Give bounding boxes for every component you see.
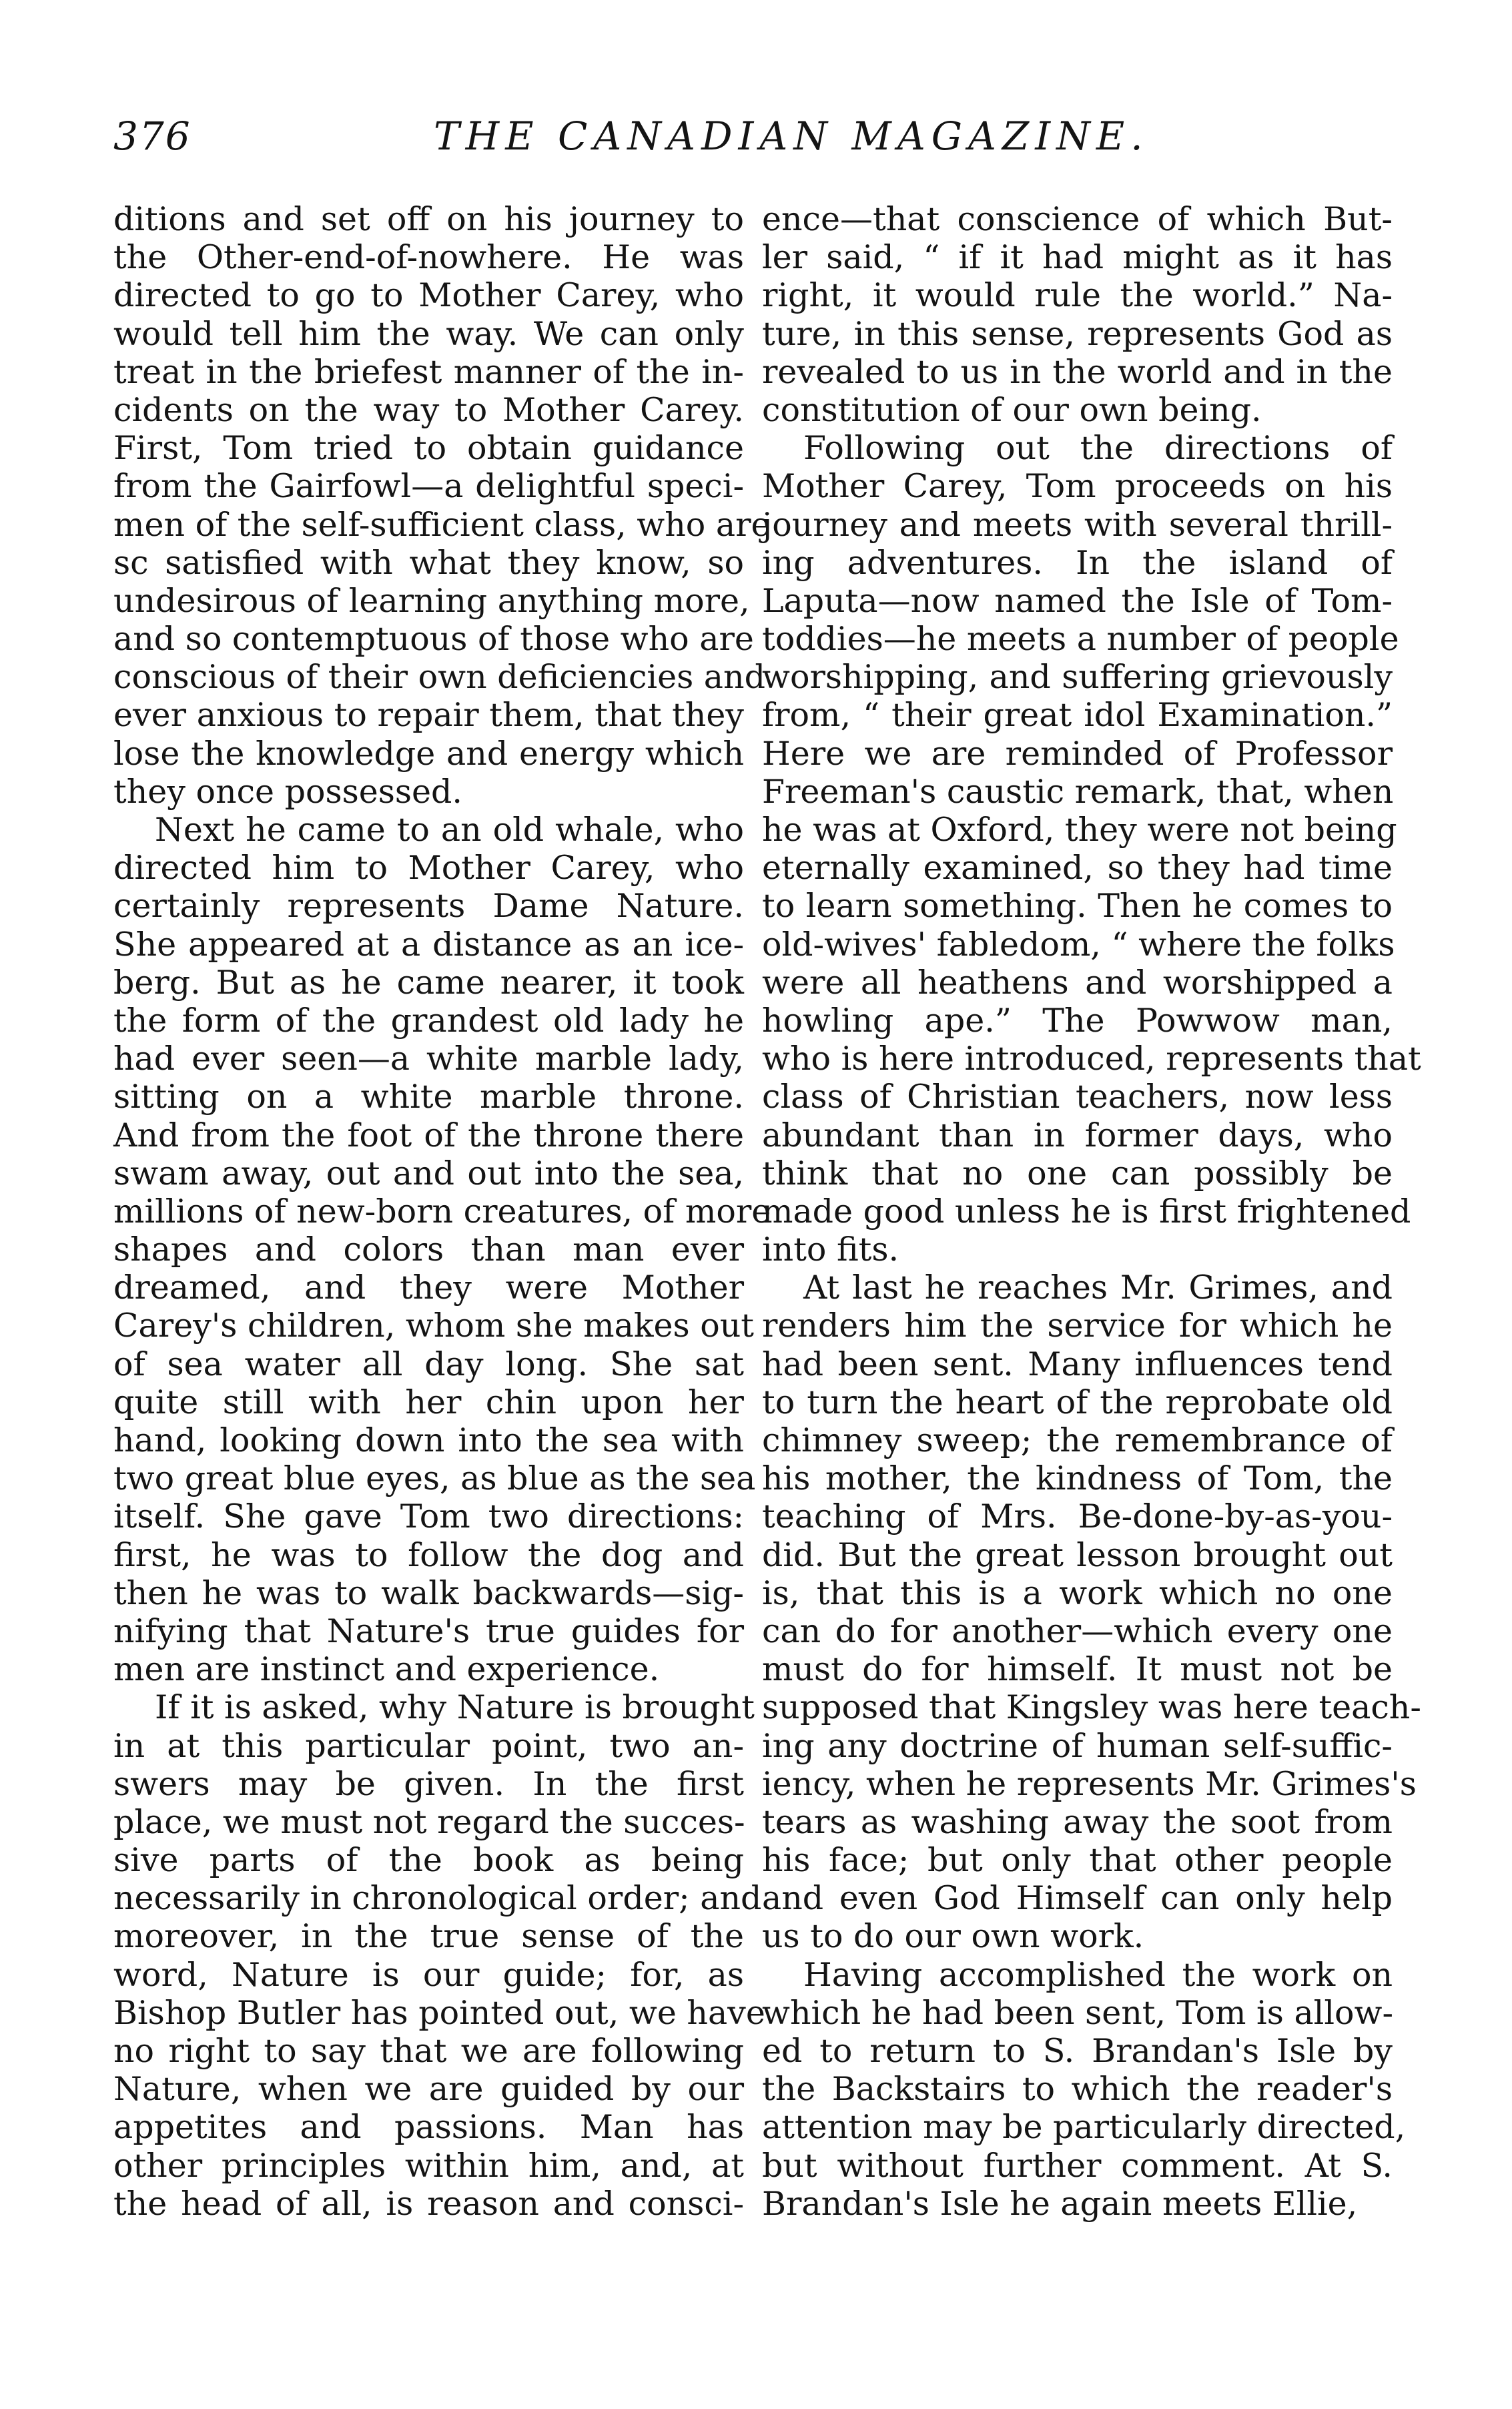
text-line: but without further comment. At S. <box>762 2146 1393 2185</box>
text-line: first, he was to follow the dog and <box>113 1535 744 1574</box>
text-line: millions of new-born creatures, of more <box>113 1192 771 1231</box>
text-line: us to do our own work. <box>762 1917 1144 1956</box>
text-line: nifying that Nature's true guides for <box>113 1612 744 1650</box>
text-line: undesirous of learning anything more, <box>113 581 750 620</box>
text-line: ever anxious to repair them, that they <box>113 696 744 735</box>
paragraph <box>762 1955 1406 2223</box>
text-line: journey and meets with several thrill- <box>762 505 1393 544</box>
text-line: She appeared at a distance as an ice- <box>113 925 744 964</box>
text-line: chimney sweep; the remembrance of <box>762 1421 1393 1459</box>
text-line: the Other-end-of-nowhere. He was <box>113 238 744 277</box>
text-line: treat in the briefest manner of the in- <box>113 352 744 391</box>
text-line: into fits. <box>762 1231 899 1269</box>
text-line: to learn something. Then he comes to <box>762 887 1393 926</box>
text-line: in at this particular point, two an- <box>113 1726 744 1765</box>
text-line: Here we are reminded of Professor <box>762 734 1393 773</box>
text-line: shapes and colors than man ever <box>113 1231 744 1269</box>
text-line: ler said, “ if it had might as it has <box>762 238 1393 277</box>
text-line: howling ape.” The Powwow man, <box>762 1001 1393 1040</box>
text-line: from the Gairfowl—a delightful speci- <box>113 467 744 506</box>
text-line: and so contemptuous of those who are <box>113 620 754 659</box>
text-line: ed to return to S. Brandan's Isle by <box>762 2032 1393 2070</box>
running-title: THE CANADIAN MAGAZINE. <box>434 113 1149 159</box>
text-line: old-wives' fabledom, “ where the folks <box>762 925 1395 964</box>
text-line: itself. She gave Tom two directions: <box>113 1497 744 1536</box>
text-line: iency, when he represents Mr. Grimes's <box>762 1764 1417 1803</box>
text-line: First, Tom tried to obtain guidance <box>113 429 744 468</box>
text-line: berg. But as he came nearer, it took <box>113 963 744 1002</box>
text-line: must do for himself. It must not be <box>762 1650 1393 1689</box>
text-line: Carey's children, whom she makes out <box>113 1307 754 1345</box>
text-line: ditions and set off on his journey to <box>113 200 744 238</box>
text-line: who is here introduced, represents that <box>762 1040 1421 1078</box>
text-line: hand, looking down into the sea with <box>113 1421 744 1459</box>
text-line: sive parts of the book as being <box>113 1841 744 1880</box>
paragraph <box>762 1269 1421 1956</box>
text-line: toddies—he meets a number of people <box>762 620 1399 659</box>
text-line: is, that this is a work which no one <box>762 1574 1393 1612</box>
text-line: renders him the service for which he <box>762 1307 1393 1345</box>
text-line: his mother, the kindness of Tom, the <box>762 1459 1393 1498</box>
text-line: think that no one can possibly be <box>762 1154 1393 1192</box>
text-line: Freeman's caustic remark, that, when <box>762 772 1394 811</box>
text-line: men of the self-sufficient class, who are <box>113 505 771 544</box>
text-line: supposed that Kingsley was here teach- <box>762 1688 1421 1727</box>
text-line: directed him to Mother Carey, who <box>113 849 744 888</box>
text-line: had ever seen—a white marble lady, <box>113 1040 744 1078</box>
text-line: the head of all, is reason and consci- <box>113 2184 744 2223</box>
text-line: and even God Himself can only help <box>762 1879 1393 1918</box>
text-line: quite still with her chin upon her <box>113 1383 744 1421</box>
text-line: which he had been sent, Tom is allow- <box>762 1993 1394 2032</box>
text-line: right, it would rule the world.” Na- <box>762 276 1393 315</box>
text-line: swam away, out and out into the sea, <box>113 1154 744 1192</box>
text-line: the Backstairs to which the reader's <box>762 2070 1393 2109</box>
text-line: appetites and passions. Man has <box>113 2108 744 2147</box>
text-line: necessarily in chronological order; and <box>113 1879 762 1918</box>
text-line: he was at Oxford, they were not being <box>762 811 1397 849</box>
text-line: two great blue eyes, as blue as the sea <box>113 1459 756 1498</box>
paragraph <box>113 1688 765 2223</box>
text-line: from, “ their great idol Examination.” <box>762 696 1393 735</box>
text-line: his face; but only that other people <box>762 1841 1393 1880</box>
text-line: Having accomplished the work on <box>803 1955 1393 1994</box>
text-line: certainly represents Dame Nature. <box>113 887 744 926</box>
paragraph <box>762 429 1421 1269</box>
text-line: eternally examined, so they had time <box>762 849 1393 888</box>
text-line: men are instinct and experience. <box>113 1650 660 1689</box>
left-column <box>113 200 771 2223</box>
text-line: ing any doctrine of human self-suffic- <box>762 1726 1393 1765</box>
text-line: the form of the grandest old lady he <box>113 1001 744 1040</box>
text-line: of sea water all day long. She sat <box>113 1345 744 1383</box>
paragraph <box>113 200 771 811</box>
text-line: swers may be given. In the first <box>113 1764 744 1803</box>
paragraph <box>113 811 771 1689</box>
text-line: other principles within him, and, at <box>113 2146 744 2185</box>
text-line: tears as washing away the soot from <box>762 1802 1393 1841</box>
text-line: Laputa—now named the Isle of Tom- <box>762 581 1393 620</box>
text-line: place, we must not regard the succes- <box>113 1802 745 1841</box>
text-line: If it is asked, why Nature is brought <box>155 1688 755 1727</box>
page-number: 376 <box>113 113 192 159</box>
text-line: sc satisfied with what they know, so <box>113 543 744 582</box>
text-line: to turn the heart of the reprobate old <box>762 1383 1393 1421</box>
text-line: Next he came to an old whale, who <box>155 811 744 849</box>
text-line: ing adventures. In the island of <box>762 543 1393 582</box>
text-line: Bishop Butler has pointed out, we have <box>113 1993 765 2032</box>
text-line: directed to go to Mother Carey, who <box>113 276 744 315</box>
text-line: had been sent. Many influences tend <box>762 1345 1393 1383</box>
text-line: revealed to us in the world and in the <box>762 352 1393 391</box>
text-line: Brandan's Isle he again meets Ellie, <box>762 2184 1358 2223</box>
text-line: they once possessed. <box>113 772 462 811</box>
text-line: Mother Carey, Tom proceeds on his <box>762 467 1393 506</box>
text-line: And from the foot of the throne there <box>113 1116 744 1154</box>
text-line: did. But the great lesson brought out <box>762 1535 1393 1574</box>
text-line: teaching of Mrs. Be-done-by-as-you- <box>762 1497 1393 1536</box>
running-header <box>113 113 1395 174</box>
text-line: At last he reaches Mr. Grimes, and <box>803 1269 1393 1307</box>
right-column <box>762 200 1421 2223</box>
text-line: abundant than in former days, who <box>762 1116 1393 1154</box>
text-line: can do for another—which every one <box>762 1612 1393 1650</box>
text-line: constitution of our own being. <box>762 390 1262 429</box>
text-line: ence—that conscience of which But- <box>762 200 1393 238</box>
text-line: ture, in this sense, represents God as <box>762 314 1393 353</box>
text-line: no right to say that we are following <box>113 2032 744 2070</box>
text-line: then he was to walk backwards—sig- <box>113 1574 744 1612</box>
text-line: conscious of their own deficiencies and <box>113 658 765 697</box>
text-line: word, Nature is our guide; for, as <box>113 1955 744 1994</box>
text-line: cidents on the way to Mother Carey. <box>113 390 744 429</box>
text-line: class of Christian teachers, now less <box>762 1078 1393 1116</box>
text-line: Nature, when we are guided by our <box>113 2070 744 2109</box>
text-line: were all heathens and worshipped a <box>762 963 1393 1002</box>
text-line: lose the knowledge and energy which <box>113 734 744 773</box>
text-line: would tell him the way. We can only <box>113 314 744 353</box>
text-line: dreamed, and they were Mother <box>113 1269 744 1307</box>
text-line: moreover, in the true sense of the <box>113 1917 744 1956</box>
text-line: Following out the directions of <box>803 429 1393 468</box>
text-line: made good unless he is first frightened <box>762 1192 1411 1231</box>
text-line: attention may be particularly directed, <box>762 2108 1406 2147</box>
text-line: sitting on a white marble throne. <box>113 1078 744 1116</box>
paragraph <box>762 200 1393 429</box>
text-line: worshipping, and suffering grievously <box>762 658 1393 697</box>
